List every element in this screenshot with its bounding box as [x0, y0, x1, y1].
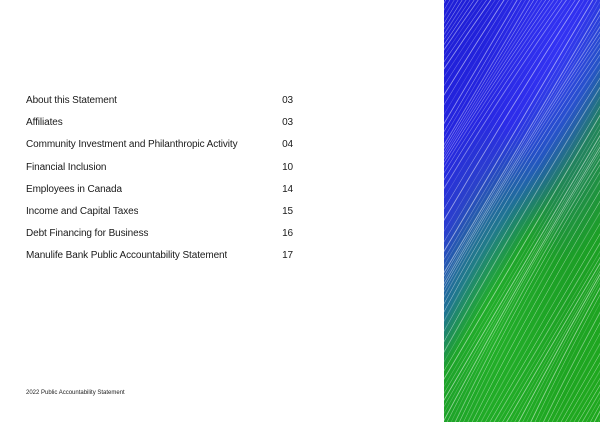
toc-entry-manulife-bank[interactable] — [26, 250, 294, 272]
toc-entry-title: Affiliates — [26, 117, 63, 129]
toc-entry-title: Employees in Canada — [26, 183, 122, 195]
toc-entry-page-number: 14 — [282, 183, 293, 195]
toc-entry-financial-inclusion[interactable] — [26, 162, 294, 184]
toc-entry-taxes[interactable] — [26, 206, 294, 228]
toc-entry-about[interactable] — [26, 95, 294, 117]
toc-entry-page-number: 17 — [282, 250, 293, 262]
toc-entry-community-investment[interactable] — [26, 139, 294, 161]
toc-entry-title: Income and Capital Taxes — [26, 205, 139, 217]
toc-entry-page-number: 15 — [282, 205, 293, 217]
toc-entry-page-number: 10 — [282, 161, 293, 173]
toc-entry-debt-financing[interactable] — [26, 228, 294, 250]
toc-entry-title: Manulife Bank Public Accountability Statement — [26, 250, 228, 262]
toc-entry-title: Financial Inclusion — [26, 161, 107, 173]
toc-entry-employees[interactable] — [26, 184, 294, 206]
table-of-contents — [26, 95, 294, 273]
toc-entry-page-number: 03 — [282, 95, 293, 106]
toc-entry-title: About this Statement — [26, 95, 117, 106]
page-footer: 2022 Public Accountability Statement — [26, 390, 125, 396]
decorative-artwork — [444, 0, 600, 422]
toc-entry-affiliates[interactable] — [26, 117, 294, 139]
toc-entry-title: Community Investment and Philanthropic Activity — [26, 139, 238, 151]
toc-entry-title: Debt Financing for Business — [26, 228, 149, 240]
striped-gradient-art — [444, 0, 600, 422]
toc-entry-page-number: 16 — [282, 228, 293, 240]
toc-entry-page-number: 04 — [282, 139, 293, 151]
toc-entry-page-number: 03 — [282, 117, 293, 129]
